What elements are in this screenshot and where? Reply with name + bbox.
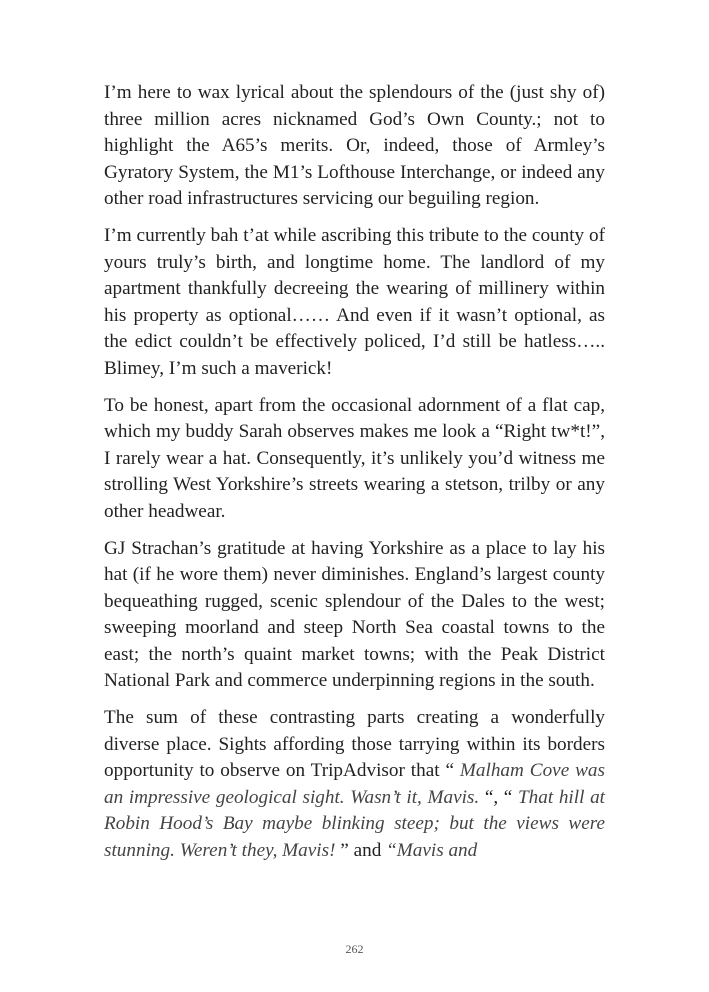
text-run: The sum of these contrasting parts creating a wonderfully diverse place. Sights affording those tarrying within its borders opportunity to observe on TripAdvisor that “	[104, 707, 605, 782]
text-run: To be honest, apart from the occasional adornment of a flat cap, which my buddy Sarah observes makes me look a “Right tw*t!”, I rarely wear a hat. Consequently, it’s unlikely you’d witness me strolling West Yorkshire’s streets wearing a stetson, trilby or any other headwear.	[104, 394, 605, 522]
italic-quote: Malham Cove was an impressive geological sight. Wasn’t it, Mavis.	[104, 760, 605, 808]
body-text	[104, 80, 605, 875]
paragraph	[104, 393, 605, 526]
paragraph	[104, 223, 605, 383]
paragraph	[104, 536, 605, 696]
text-run: I’m here to wax lyrical about the splendours of the (just shy of) three million acres nicknamed God’s Own County.; not to highlight the A65’s merits. Or, indeed, those of Armley’s Gyratory System, the M1’s Lofthouse Interchange, or indeed any other road infrastructures servicing our beguiling region.	[104, 82, 605, 210]
page-number: 262	[345, 942, 364, 956]
paragraph	[104, 80, 605, 213]
paragraph	[104, 705, 605, 865]
italic-quote: “Mavis and	[386, 840, 478, 862]
text-run: “, “	[479, 786, 518, 808]
text-run: GJ Strachan’s gratitude at having Yorkshire as a place to lay his hat (if he wore them) never diminishes. England’s largest county bequeathing rugged, scenic splendour of the Dales to the west; sweeping moorland and steep North Sea coastal towns to the east; the north’s quaint market towns; with the Peak District National Park and commerce underpinning regions in the south.	[104, 537, 605, 692]
text-run: I’m currently bah t’at while ascribing this tribute to the county of yours truly’s birth, and longtime home. The landlord of my apartment thankfully decreeing the wearing of millinery within his property as optional…… And even if it wasn’t optional, as the edict couldn’t be effectively policed, I’d still be hatless….. Blimey, I’m such a maverick!	[104, 224, 605, 379]
text-run: ” and	[335, 840, 387, 862]
italic-quote: That hill at Robin Hood’s Bay maybe blinking steep; but the views were stunning. Weren’t they, Mavis!	[104, 786, 605, 862]
